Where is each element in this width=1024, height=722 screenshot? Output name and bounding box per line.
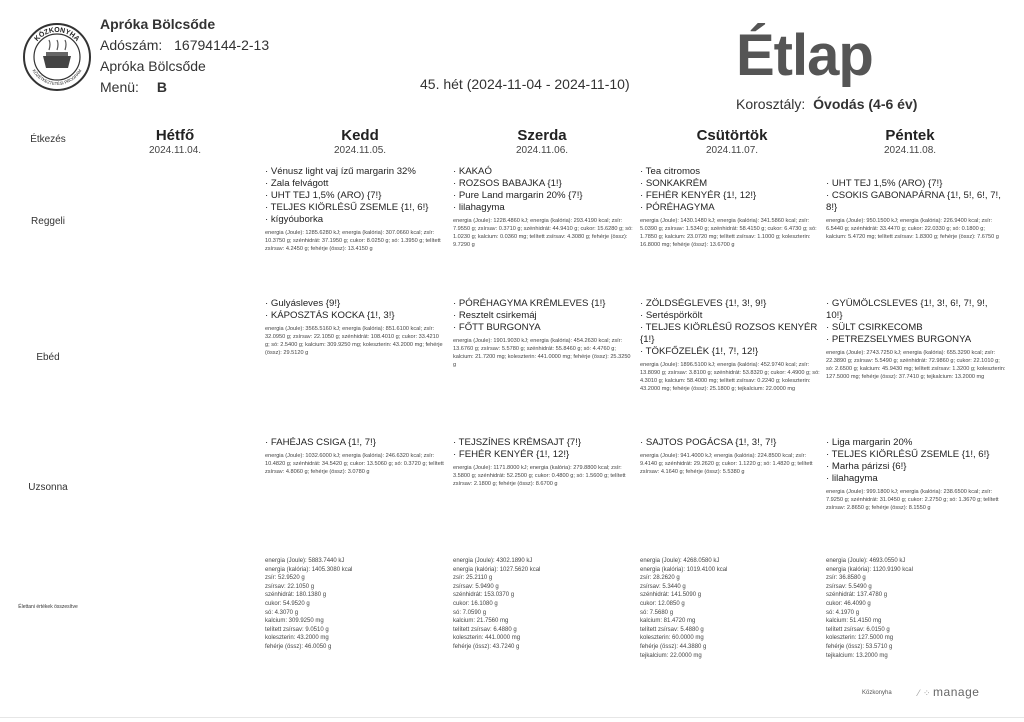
- nutrition-info: energia (Joule): 1430.1480 kJ; energia (kalória): 341.5860 kcal; zsír: 5.0390 g; zsírsav: 1.5340 g; szénhidrát: 58.4150 g; cukor: 6.4730 g; só: 1.7850 g; kalcium: 23.0720 mg; telített zsírsav: 1.1000 g; koleszterin: 16.8000 mg; fehérje (össz): 13.6700 g: [640, 218, 817, 248]
- nutrition-info: energia (Joule): 3565.5160 kJ; energia (kalória): 851.6100 kcal; zsír: 32.0950 g; zsírsav: 22.1050 g; szénhidrát: 108.4010 g; cukor: 33.4210 g; só: 2.5400 g; kalcium: 309.9250 mg; koleszterin: 43.2000 mg; fehérje (össz): 29.5120 g: [265, 326, 443, 356]
- summary-line: zsír: 25.2110 g: [453, 575, 493, 582]
- meal-item: · PÓRÉHAGYMA: [640, 202, 715, 213]
- snack-wed: [453, 437, 633, 488]
- summary-line: tejkalcium: 13.2000 mg: [826, 652, 888, 659]
- summary-thu: [640, 557, 820, 660]
- breakfast-tue: [265, 166, 445, 253]
- day-date: 2024.11.07.: [705, 145, 759, 156]
- meal-items: [640, 298, 820, 358]
- meal-item: · kígyóuborka: [265, 214, 324, 225]
- summary-line: koleszterin: 441.0000 mg: [453, 635, 521, 642]
- summary-line: cukor: 12.0850 g: [640, 600, 685, 607]
- meal-item: · KÁPOSZTÁS KOCKA {1!, 3!}: [265, 310, 395, 321]
- meal-item: · ZÖLDSÉGLEVES {1!, 3!, 9!}: [640, 298, 767, 309]
- age-group: [736, 96, 917, 112]
- meal-item: · TELJES KIÖRLÉSŰ ZSEMLE {1!, 6!}: [265, 202, 429, 213]
- summary-line: energia (Joule): 4693.0550 kJ: [826, 558, 906, 564]
- summary-line: szénhidrát: 137.4780 g: [826, 592, 888, 599]
- meal-item: · Tea citromos: [640, 166, 701, 177]
- summary-line: kalcium: 81.4720 mg: [640, 618, 696, 625]
- summary-line: energia (kalória): 1120.9190 kcal: [826, 566, 913, 573]
- summary-line: szénhidrát: 153.0370 g: [453, 592, 515, 599]
- nutrition-info: energia (Joule): 1171.8000 kJ; energia (kalória): 279.8800 kcal; zsír: 3.5800 g; szénhidrát: 52.2500 g; cukor: 0.4800 g; só: 1.5600 g; telített zsírsav: 2.1800 g; fehérje (össz): 8.6700 g: [453, 465, 626, 487]
- nutrition-info: energia (Joule): 1896.5100 kJ; energia (kalória): 452.9740 kcal; zsír: 13.8090 g; zsírsav: 3.8100 g; szénhidrát: 53.8320 g; cukor: 4.4900 g; só: 4.3010 g; kalcium: 58.4000 mg; telített zsírsav: 0.2240 g; koleszterin: 43.2000 mg; fehérje (össz): 25.1800 g; tejkalcium: 22.0000 mg: [640, 362, 820, 392]
- meal-item: · UHT TEJ 1,5% (ARO) {7!}: [265, 190, 382, 201]
- footer-brand: [918, 685, 979, 699]
- summary-line: cukor: 54.9520 g: [265, 600, 310, 607]
- footer-kozkonyha: Közkonyha: [862, 690, 892, 696]
- kozkonyha-logo: [22, 22, 92, 92]
- nutrition-info: energia (Joule): 1901.9030 kJ; energia (kalória): 454.2630 kcal; zsír: 13.6760 g; zsírsav: 5.5780 g; szénhidrát: 55.8460 g; só: 4.4760 g; kalcium: 21.7200 mg; koleszterin: 441.0000 mg; fehérje (össz): 25.3250 g: [453, 338, 631, 368]
- week-range: 45. hét (2024-11-04 - 2024-11-10): [420, 76, 630, 92]
- summary-line: kalcium: 21.7560 mg: [453, 618, 509, 625]
- day-date: 2024.11.06.: [515, 145, 569, 156]
- meal-items: [265, 437, 445, 449]
- day-name: Hétfő: [155, 127, 195, 144]
- org-name-secondary: Apróka Bölcsőde: [100, 58, 206, 74]
- lunch-fri: [826, 298, 1006, 381]
- lunch-tue: [265, 298, 445, 357]
- meal-item: · lilahagyma: [826, 473, 878, 484]
- summary-line: koleszterin: 43.2000 mg: [265, 635, 329, 642]
- summary-line: fehérje (össz): 46.0050 g: [265, 643, 332, 650]
- summary-line: szénhidrát: 180.1380 g: [265, 592, 327, 599]
- summary-line: kalcium: 309.9250 mg: [265, 618, 324, 625]
- meal-item: · TELJES KIÖRLÉSŰ ZSEMLE {1!, 6!}: [826, 449, 990, 460]
- summary-line: zsírsav: 5.9490 g: [453, 583, 499, 590]
- summary-line: zsírsav: 22.1050 g: [265, 583, 315, 590]
- meal-items: [265, 166, 445, 226]
- meal-items: [453, 298, 633, 334]
- meal-item: · PETREZSELYMES BURGONYA: [826, 334, 972, 345]
- meal-item: · CSOKIS GABONAPÁRNA {1!, 5!, 6!, 7!, 8!}: [826, 190, 1004, 213]
- day-name: Csütörtök: [696, 127, 768, 144]
- meal-item: · GYÜMÖLCSLEVES {1!, 3!, 6!, 7!, 9!, 10!}: [826, 298, 991, 321]
- day-date: 2024.11.05.: [333, 145, 387, 156]
- meal-item: · TÖKFŐZELÉK {1!, 7!, 12!}: [640, 346, 759, 357]
- breakfast-thu: [640, 166, 820, 249]
- summary-line: fehérje (össz): 53.5710 g: [826, 643, 893, 650]
- summary-line: só: 7.0590 g: [453, 609, 487, 616]
- summary-line: telített zsírsav: 5.4880 g: [640, 626, 704, 633]
- summary-wed: [453, 557, 633, 652]
- meal-item: · Pure Land margarin 20% {7!}: [453, 190, 583, 201]
- summary-fri: [826, 557, 1006, 660]
- meal-item: · UHT TEJ 1,5% (ARO) {7!}: [826, 178, 943, 189]
- tax-row: [100, 35, 269, 56]
- snack-thu: [640, 437, 820, 476]
- meal-items: [453, 166, 633, 214]
- nutrition-info: energia (Joule): 999.1800 kJ; energia (kalória): 238.6500 kcal; zsír: 7.9250 g; szénhidrát: 31.0450 g; cukor: 2.2750 g; só: 1.3670 g; telített zsírsav: 2.8650 g; fehérje (össz): 8.1550 g: [826, 489, 999, 511]
- meal-item: · Gulyásleves {9!}: [265, 298, 341, 309]
- nutrition-info: energia (Joule): 1032.6000 kJ; energia (kalória): 246.6320 kcal; zsír: 10.4820 g; szénhidrát: 34.5420 g; cukor: 13.5060 g; só: 0.3720 g; telített zsírsav: 4.8060 g; fehérje (össz): 3.0780 g: [265, 453, 444, 475]
- summary-line: fehérje (össz): 43.7240 g: [453, 643, 520, 650]
- breakfast-wed: [453, 166, 633, 249]
- summary-line: energia (kalória): 1405.3080 kcal: [265, 566, 353, 573]
- menu-value: B: [156, 79, 167, 95]
- meal-items: [826, 298, 1006, 346]
- summary-line: energia (Joule): 4268.0580 kJ: [640, 558, 720, 564]
- summary-line: tejkalcium: 22.0000 mg: [640, 652, 702, 659]
- summary-line: energia (Joule): 4302.1890 kJ: [453, 558, 533, 564]
- age-value: Óvodás (4-6 év): [813, 96, 918, 112]
- meal-item: · Marha párizsi {6!}: [826, 461, 907, 472]
- summary-tue: [265, 557, 445, 652]
- day-name: Szerda: [517, 127, 567, 144]
- meal-item: · lilahagyma: [453, 202, 505, 213]
- meal-item: · Liga margarin 20%: [826, 437, 913, 448]
- day-date: 2024.11.04.: [148, 145, 202, 156]
- day-name: Kedd: [341, 127, 379, 144]
- meal-item: · FEHÉR KENYÉR {1!, 12!}: [453, 449, 570, 460]
- nutrition-info: energia (Joule): 941.4000 kJ; energia (kalória): 224.8500 kcal; zsír: 9.4140 g; szénhidrát: 29.2620 g; cukor: 1.1220 g; só: 1.4820 g; telített zsírsav: 4.1640 g; fehérje (össz): 5.5380 g: [640, 453, 813, 475]
- meal-item: · Zala felvágott: [265, 178, 329, 189]
- nutrition-info: energia (Joule): 2743.7250 kJ; energia (kalória): 655.3290 kcal; zsír: 22.3890 g; zsírsav: 5.5490 g; szénhidrát: 72.9860 g; cukor: 22.1010 g; só: 2.6500 g; kalcium: 45.9430 mg; telített zsírsav: 1.3200 g; koleszterin: 127.5000 mg; fehérje (össz): 37.7410 g; tejkalcium: 13.2000 mg: [826, 350, 1006, 380]
- org-name: Apróka Bölcsőde: [100, 16, 216, 32]
- row-label-meals: Étkezés: [30, 134, 66, 145]
- summary-line: só: 4.3070 g: [265, 609, 299, 616]
- summary-line: zsír: 52.9520 g: [265, 575, 305, 582]
- meal-item: · SAJTOS POGÁCSA {1!, 3!, 7!}: [640, 437, 777, 448]
- snack-tue: [265, 437, 445, 476]
- meal-item: · PÓRÉHAGYMA KRÉMLEVES {1!}: [453, 298, 606, 309]
- day-date: 2024.11.08.: [883, 145, 937, 156]
- age-label: Korosztály:: [736, 96, 806, 112]
- summary-line: kalcium: 51.4150 mg: [826, 618, 882, 625]
- menu-row: [100, 77, 269, 98]
- day-header-mon: [80, 127, 270, 156]
- footer-brand-text: manage: [933, 685, 980, 699]
- meal-item: · Sertéspörkölt: [640, 310, 703, 321]
- row-label-lunch: Ebéd: [36, 352, 60, 363]
- brand-mark-icon: ⁄ ⁘: [918, 688, 932, 698]
- svg-text:KÖZKONYHA: KÖZKONYHA: [33, 27, 81, 43]
- row-label-breakfast: Reggeli: [31, 216, 65, 227]
- meal-item: · FEHÉR KENYÉR {1!, 12!}: [640, 190, 757, 201]
- meal-item: · FŐTT BURGONYA: [453, 322, 541, 333]
- summary-line: energia (kalória): 1027.5620 kcal: [453, 566, 541, 573]
- nutrition-info: energia (Joule): 950.1500 kJ; energia (kalória): 226.9400 kcal; zsír: 6.5440 g; szénhidrát: 33.4470 g; cukor: 22.0330 g; só: 0.1800 g; kalcium: 5.4720 mg; telített zsírsav: 1.8300 g; fehérje (össz): 7.6750 g: [826, 218, 999, 240]
- meal-items: [265, 298, 445, 322]
- lunch-thu: [640, 298, 820, 393]
- summary-line: só: 7.5680 g: [640, 609, 674, 616]
- nutrition-info: energia (Joule): 1285.6280 kJ; energia (kalória): 307.0660 kcal; zsír: 10.3750 g; szénhidrát: 37.1950 g; cukor: 8.0250 g; só: 1.3950 g; telített zsírsav: 4.2450 g; fehérje (össz): 13.4150 g: [265, 230, 441, 252]
- menu-label: Menü:: [100, 79, 139, 95]
- summary-line: zsírsav: 5.5490 g: [826, 583, 872, 590]
- summary-line: telített zsírsav: 9.0510 g: [265, 626, 329, 633]
- org-info: [100, 14, 269, 98]
- day-header-tue: [265, 127, 455, 156]
- summary-line: cukor: 46.4090 g: [826, 600, 871, 607]
- summary-line: fehérje (össz): 44.3880 g: [640, 643, 707, 650]
- meal-item: · Resztelt csirkemáj: [453, 310, 537, 321]
- day-header-fri: [815, 127, 1005, 156]
- summary-line: koleszterin: 127.5000 mg: [826, 635, 894, 642]
- meal-item: · SÜLT CSIRKECOMB: [826, 322, 923, 333]
- meal-items: [826, 178, 1006, 214]
- row-label-snack: Uzsonna: [28, 482, 68, 493]
- bottom-divider: [0, 717, 1024, 718]
- summary-line: zsír: 28.2620 g: [640, 575, 680, 582]
- row-label-summary: Élettani értékek összesítve: [18, 604, 78, 610]
- snack-fri: [826, 437, 1006, 512]
- meal-item: · Vénusz light vaj ízű margarin 32%: [265, 166, 416, 177]
- breakfast-fri: [826, 178, 1006, 241]
- summary-line: szénhidrát: 141.5090 g: [640, 592, 702, 599]
- meal-item: · TELJES KIÖRLÉSŰ ROZSOS KENYÉR {1!}: [640, 322, 821, 345]
- meal-items: [640, 166, 820, 214]
- nutrition-info: energia (Joule): 1228.4860 kJ; energia (kalória): 293.4190 kcal; zsír: 7.9550 g; zsírsav: 0.3710 g; szénhidrát: 44.9410 g; cukor: 15.6280 g; só: 1.0230 g; kalcium: 0.0360 mg; telített zsírsav: 4.3080 g; fehérje (össz): 9.7290 g: [453, 218, 633, 248]
- meal-items: [826, 437, 1006, 485]
- summary-line: telített zsírsav: 6.0150 g: [826, 626, 890, 633]
- summary-line: koleszterin: 60.0000 mg: [640, 635, 704, 642]
- day-header-wed: [447, 127, 637, 156]
- meal-item: · ROZSOS BABAJKA {1!}: [453, 178, 562, 189]
- meal-items: [640, 437, 820, 449]
- meal-item: · TEJSZÍNES KRÉMSAJT {7!}: [453, 437, 582, 448]
- meal-items: [453, 437, 633, 461]
- meal-item: · SONKAKRÉM: [640, 178, 708, 189]
- day-header-thu: [637, 127, 827, 156]
- summary-line: cukor: 16.1080 g: [453, 600, 498, 607]
- tax-number: 16794144-2-13: [174, 37, 270, 53]
- summary-line: energia (Joule): 5883.7440 kJ: [265, 558, 345, 564]
- meal-item: · KAKAÓ: [453, 166, 492, 177]
- summary-line: só: 4.1970 g: [826, 609, 860, 616]
- summary-line: telített zsírsav: 6.4880 g: [453, 626, 517, 633]
- svg-text:KÖZÉTKEZTETÉSI PROGRAM: KÖZÉTKEZTETÉSI PROGRAM: [31, 68, 83, 87]
- meal-item: · FAHÉJAS CSIGA {1!, 7!}: [265, 437, 376, 448]
- summary-line: energia (kalória): 1019.4100 kcal: [640, 566, 728, 573]
- page-title: Étlap: [736, 23, 873, 88]
- day-name: Péntek: [885, 127, 935, 144]
- summary-line: zsír: 36.8580 g: [826, 575, 866, 582]
- summary-line: zsírsav: 5.3440 g: [640, 583, 686, 590]
- lunch-wed: [453, 298, 633, 369]
- tax-label: Adószám:: [100, 37, 163, 53]
